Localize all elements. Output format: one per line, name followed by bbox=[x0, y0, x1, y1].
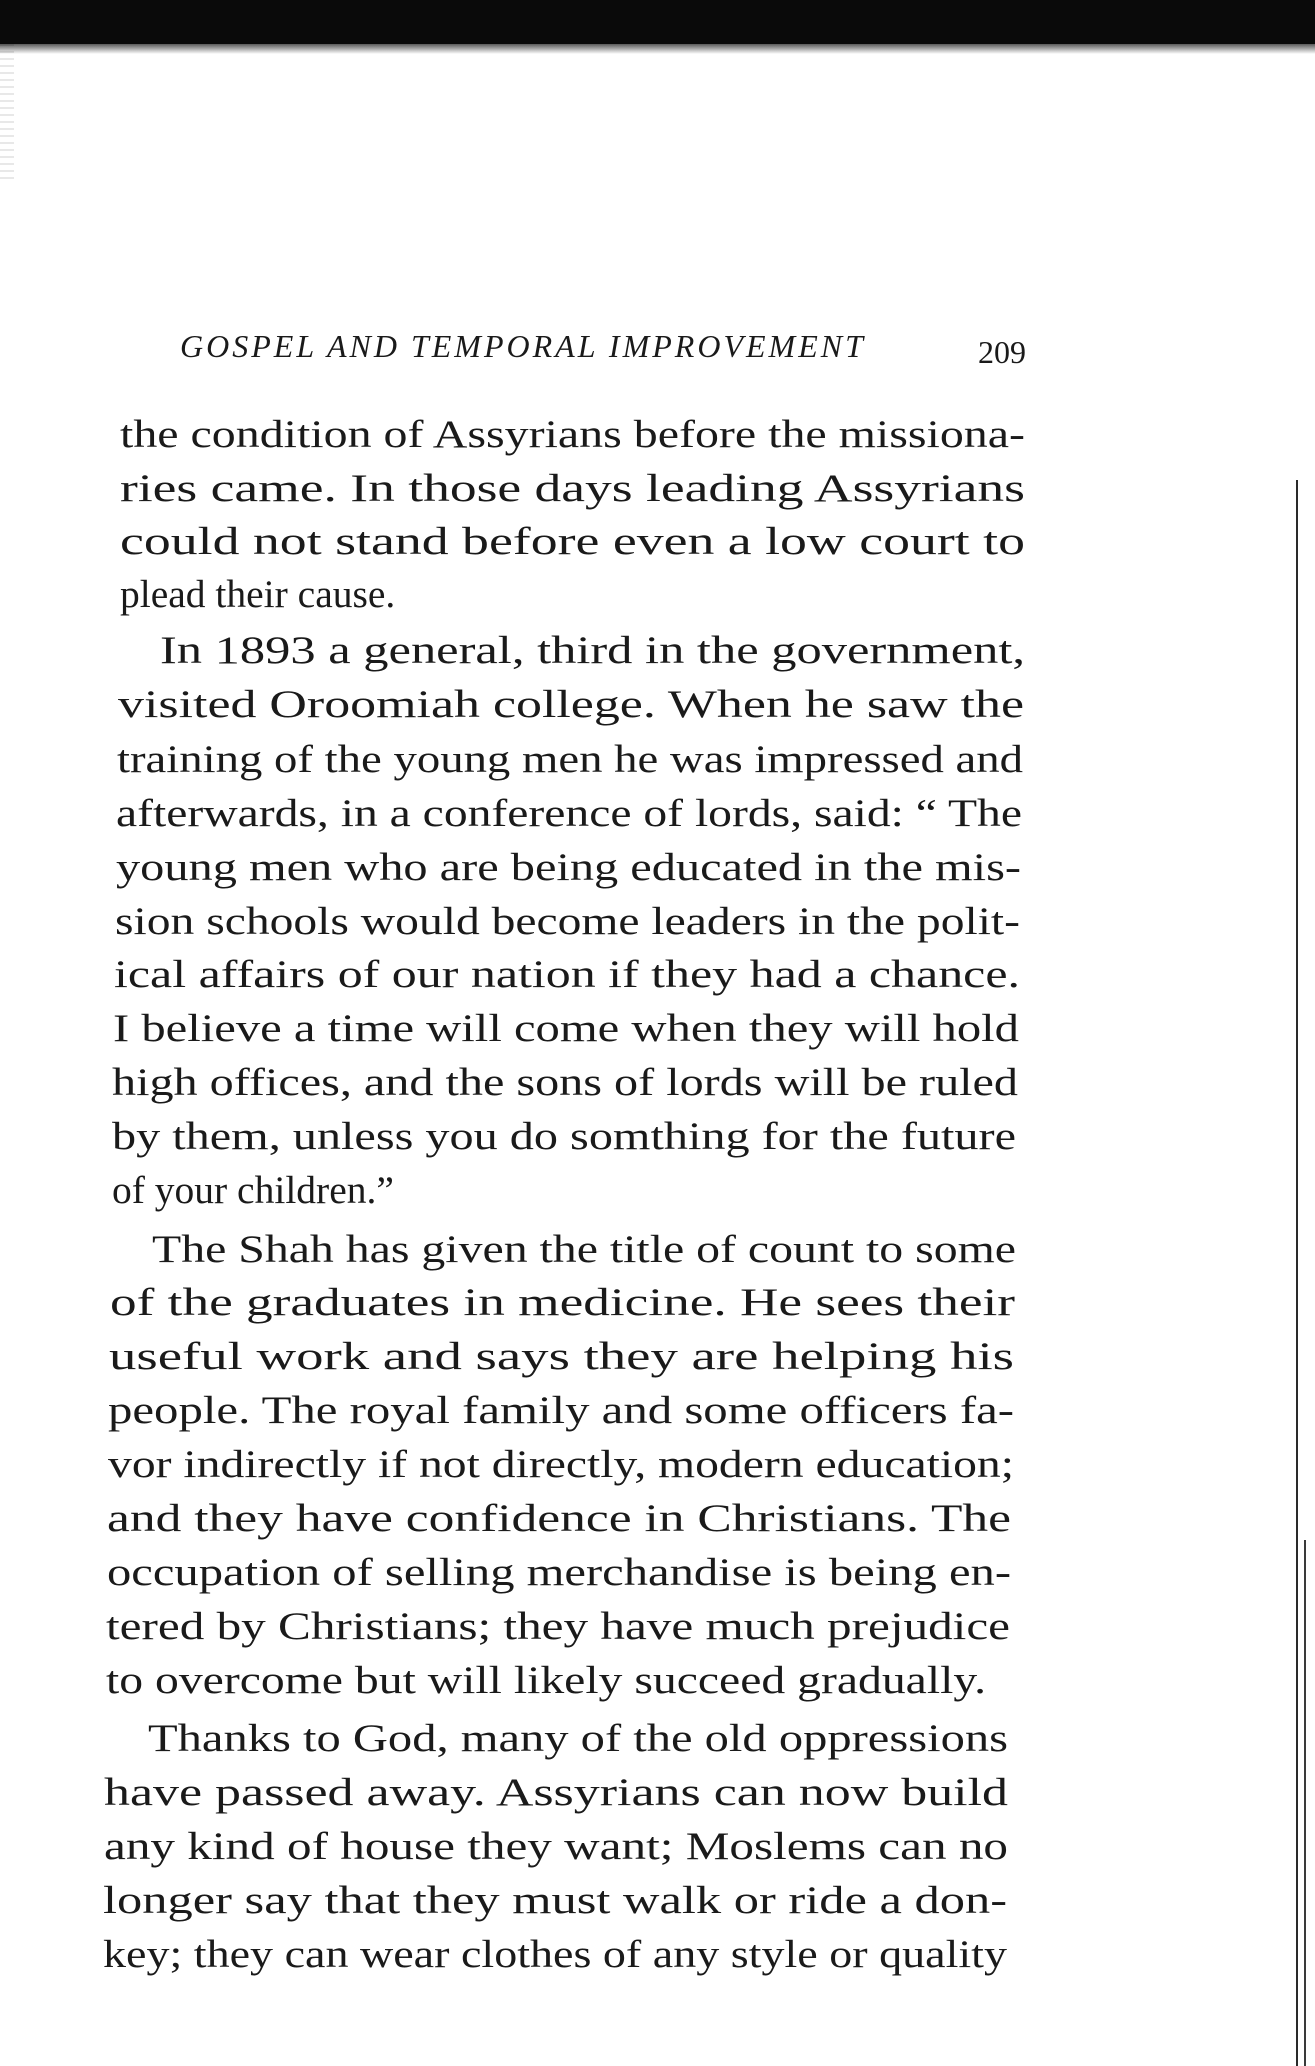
text-line: sion schools would become leaders in the polit- bbox=[115, 899, 1020, 943]
text-line: vor indirectly if not directly, modern education; bbox=[108, 1442, 1015, 1486]
scan-left-noise bbox=[0, 44, 14, 184]
text-line: plead their cause. bbox=[120, 572, 396, 616]
text-line: ries came. In those days leading Assyrians bbox=[120, 466, 1025, 510]
text-line: The Shah has given the title of count to some bbox=[152, 1227, 1016, 1271]
running-title: GOSPEL AND TEMPORAL IMPROVEMENT bbox=[180, 328, 866, 364]
text-line: any kind of house they want; Moslems can no bbox=[104, 1824, 1008, 1868]
text-line: and they have confidence in Christians. The bbox=[107, 1496, 1011, 1540]
text-line: young men who are being educated in the mis- bbox=[116, 845, 1021, 889]
page-number: 209 bbox=[978, 334, 1026, 370]
text-line: of your children.” bbox=[112, 1168, 394, 1212]
text-line: useful work and says they are helping his bbox=[109, 1334, 1015, 1378]
text-line: to overcome but will likely succeed gradually. bbox=[106, 1658, 986, 1702]
text-line: I believe a time will come when they will hold bbox=[113, 1006, 1019, 1050]
text-line: ical affairs of our nation if they had a chance. bbox=[114, 952, 1020, 996]
text-line: the condition of Assyrians before the missiona- bbox=[120, 412, 1025, 456]
text-line: Thanks to God, many of the old oppressions bbox=[148, 1716, 1008, 1760]
scan-top-border bbox=[0, 0, 1315, 44]
text-line: occupation of selling merchandise is being en- bbox=[107, 1550, 1011, 1594]
text-line: key; they can wear clothes of any style or quality bbox=[103, 1932, 1008, 1976]
text-line: could not stand before even a low court to bbox=[120, 519, 1025, 563]
text-line: afterwards, in a conference of lords, said: “ The bbox=[116, 791, 1022, 835]
text-line: tered by Christians; they have much prejudice bbox=[106, 1604, 1010, 1648]
text-line: longer say that they must walk or ride a don- bbox=[103, 1878, 1007, 1922]
scan-right-edge-inner bbox=[1304, 1540, 1306, 2066]
text-line: high offices, and the sons of lords will be ruled bbox=[112, 1060, 1018, 1104]
text-line: training of the young men he was impressed and bbox=[117, 737, 1023, 781]
scan-top-shadow bbox=[0, 44, 1315, 54]
text-line: In 1893 a general, third in the government, bbox=[160, 628, 1025, 672]
text-line: by them, unless you do somthing for the future bbox=[112, 1114, 1016, 1158]
text-line: have passed away. Assyrians can now build bbox=[104, 1770, 1008, 1814]
scan-right-edge bbox=[1296, 480, 1298, 2066]
text-line: visited Oroomiah college. When he saw the bbox=[118, 682, 1024, 726]
text-line: of the graduates in medicine. He sees their bbox=[110, 1280, 1016, 1324]
text-line: people. The royal family and some officers fa- bbox=[108, 1388, 1014, 1432]
